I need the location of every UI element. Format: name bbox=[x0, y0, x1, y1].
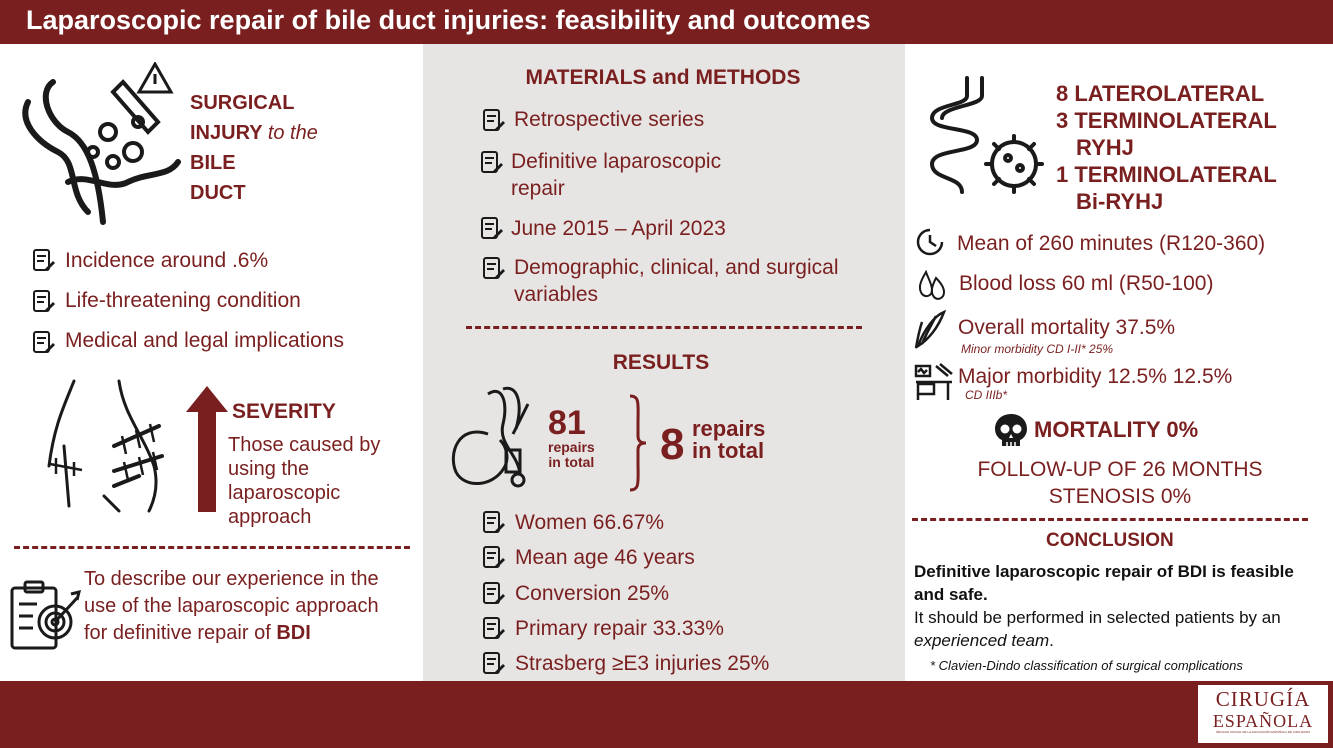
major-morbidity: Major morbidity 12.5% 12.5% bbox=[958, 365, 1233, 388]
logo-line-2: ESPAÑOLA bbox=[1212, 711, 1314, 731]
results-item: Primary repair 33.33% bbox=[515, 617, 724, 640]
total-repairs-number: 81 bbox=[548, 404, 586, 442]
hospital-bed-monitor-icon bbox=[914, 362, 954, 402]
total-repairs-label bbox=[548, 440, 595, 470]
surgical-injury-heading bbox=[190, 88, 318, 208]
results-item: Strasberg ≥E3 injuries 25% bbox=[515, 652, 770, 675]
intestine-bacteria-icon bbox=[922, 76, 1044, 198]
methods-item: June 2015 – April 2023 bbox=[511, 217, 726, 240]
anastomosis-item: RYHJ bbox=[1076, 135, 1134, 160]
methods-item: Demographic, clinical, and surgical bbox=[514, 256, 839, 279]
document-icon bbox=[483, 652, 505, 676]
document-icon bbox=[483, 109, 505, 133]
scalpel-icon bbox=[914, 310, 948, 350]
operative-time: Mean of 260 minutes (R120-360) bbox=[957, 232, 1266, 255]
journal-logo bbox=[1197, 684, 1329, 744]
objective-prefix: To describe our experience in the use of the laparoscopic approach for definitive repair of bbox=[84, 568, 379, 644]
total-repairs-label-2: in total bbox=[548, 454, 595, 470]
blood-loss: Blood loss 60 ml (R50-100) bbox=[959, 272, 1214, 295]
middle-divider bbox=[466, 326, 862, 329]
page-title: Laparoscopic repair of bile duct injuries: feasibility and outcomes bbox=[26, 5, 871, 35]
document-icon bbox=[483, 546, 505, 570]
gallbladder-icon bbox=[448, 384, 544, 490]
conclusion-text-main: It should be performed in selected patients by an bbox=[914, 608, 1281, 627]
clock-icon bbox=[916, 228, 946, 256]
objective-bdi: BDI bbox=[276, 622, 311, 644]
major-morbidity-cd: CD IIIb* bbox=[965, 388, 1008, 402]
mortality-zero: MORTALITY 0% bbox=[1034, 417, 1199, 442]
repairs-label bbox=[692, 418, 765, 462]
severity-title: SEVERITY bbox=[232, 400, 336, 423]
left-bullet: Life-threatening condition bbox=[65, 289, 301, 312]
methods-item: Retrospective series bbox=[514, 108, 705, 131]
bile-duct-injury-icon bbox=[8, 62, 186, 234]
methods-item: repair bbox=[511, 177, 565, 200]
results-item: Mean age 46 years bbox=[515, 546, 695, 569]
repairs-label-1: repairs bbox=[692, 416, 766, 441]
torso-scars-icon bbox=[44, 376, 184, 516]
conclusion-end: . bbox=[1049, 631, 1054, 650]
title-bar bbox=[0, 0, 1333, 44]
minor-morbidity: Minor morbidity CD I-II* 25% bbox=[961, 342, 1114, 356]
document-icon bbox=[483, 582, 505, 606]
methods-item: variables bbox=[514, 283, 599, 306]
results-title: RESULTS bbox=[612, 351, 710, 374]
stenosis: STENOSIS 0% bbox=[1048, 485, 1192, 508]
repairs-label-2: in total bbox=[692, 438, 765, 463]
document-icon bbox=[481, 151, 503, 175]
followup-months: FOLLOW-UP OF 26 MONTHS bbox=[977, 458, 1263, 481]
results-item: Women 66.67% bbox=[515, 511, 665, 534]
conclusion-bold: Definitive laparoscopic repair of BDI is feasible and safe. bbox=[914, 562, 1294, 604]
injury-line-2 bbox=[190, 118, 318, 148]
injury-line-3: BILE bbox=[190, 152, 236, 174]
document-icon bbox=[33, 249, 55, 273]
injury-word: INJURY bbox=[190, 122, 263, 144]
anastomosis-item: 8 LATEROLATERAL bbox=[1056, 81, 1265, 106]
conclusion-title: CONCLUSION bbox=[1046, 530, 1174, 551]
results-item: Conversion 25% bbox=[515, 582, 670, 605]
logo-line-3: ÓRGANO OFICIAL DE LA ASOCIACIÓN ESPAÑOLA DE CIRUJANOS bbox=[1215, 730, 1311, 734]
severity-body: Those caused by using the laparoscopic approach bbox=[228, 434, 381, 528]
blood-drop-icon bbox=[916, 270, 946, 302]
repairs-number: 8 bbox=[660, 420, 685, 469]
total-repairs-label-1: repairs bbox=[548, 439, 595, 455]
left-bullet: Incidence around .6% bbox=[65, 249, 269, 272]
document-icon bbox=[483, 257, 505, 281]
skull-icon bbox=[994, 413, 1028, 449]
conclusion-italic: experienced team bbox=[914, 631, 1050, 650]
anastomosis-item: 1 TERMINOLATERAL bbox=[1056, 162, 1277, 187]
methods-item: Definitive laparoscopic bbox=[511, 150, 722, 173]
brace-icon bbox=[628, 394, 648, 492]
methods-title: MATERIALS and METHODS bbox=[525, 66, 801, 89]
severity-up-arrow-icon bbox=[186, 386, 228, 512]
conclusion-text bbox=[914, 606, 1314, 652]
anastomosis-list bbox=[1056, 80, 1277, 215]
footer-bar bbox=[0, 681, 1333, 748]
overall-mortality: Overall mortality 37.5% bbox=[958, 316, 1176, 339]
injury-line-1: SURGICAL bbox=[190, 92, 295, 114]
injury-to-the: to the bbox=[267, 122, 318, 144]
document-icon bbox=[33, 331, 55, 355]
objective-text bbox=[84, 566, 404, 647]
document-icon bbox=[483, 511, 505, 535]
left-bullet: Medical and legal implications bbox=[65, 329, 344, 352]
injury-line-4: DUCT bbox=[190, 182, 246, 204]
left-divider bbox=[14, 546, 410, 549]
right-divider bbox=[912, 518, 1308, 521]
footnote: * Clavien-Dindo classification of surgical complications bbox=[930, 658, 1243, 673]
document-icon bbox=[483, 617, 505, 641]
anastomosis-item: 3 TERMINOLATERAL bbox=[1056, 108, 1277, 133]
document-icon bbox=[481, 217, 503, 241]
logo-line-1: CIRUGÍA bbox=[1215, 687, 1311, 711]
clipboard-target-icon bbox=[9, 578, 81, 652]
followup-block bbox=[910, 456, 1330, 510]
document-icon bbox=[33, 290, 55, 314]
anastomosis-item: Bi-RYHJ bbox=[1076, 189, 1164, 214]
